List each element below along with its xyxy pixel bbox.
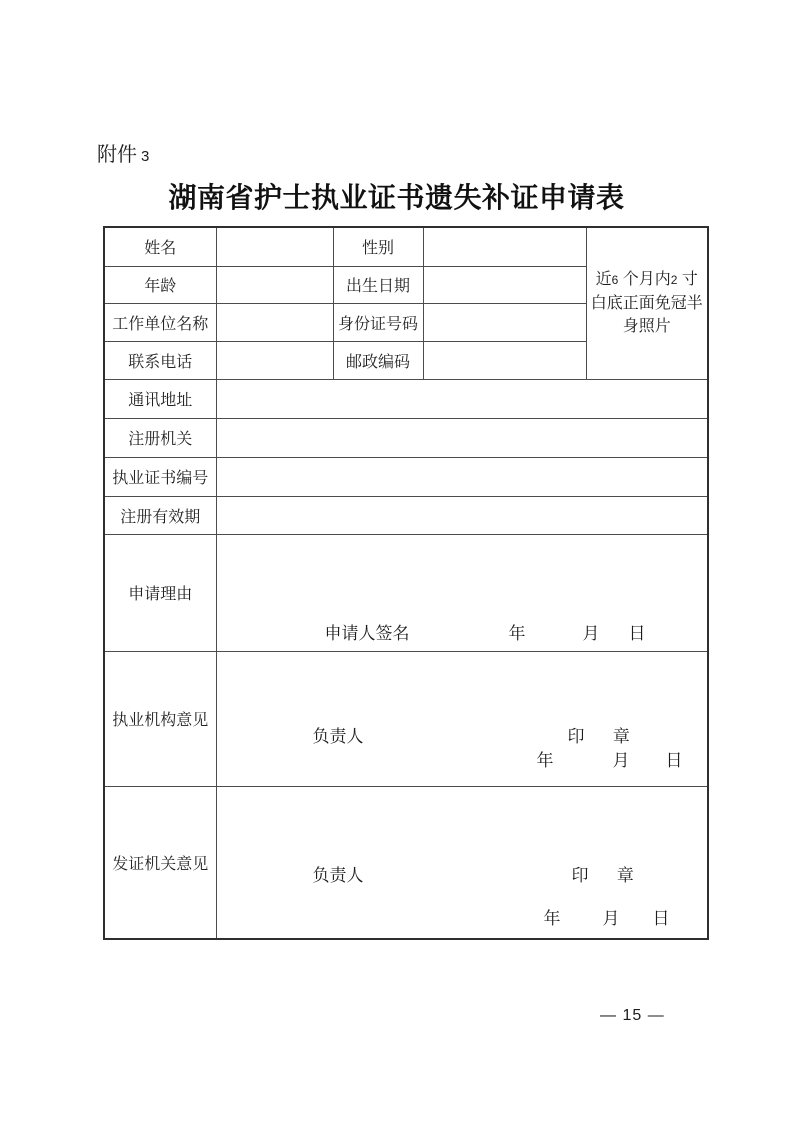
table-row bbox=[104, 457, 708, 496]
field-label-certificate-number: 执业证书编号 bbox=[104, 457, 216, 496]
table-row bbox=[104, 227, 708, 266]
field-label-workunit: 工作单位名称 bbox=[104, 303, 216, 341]
year-label: 年 bbox=[536, 751, 554, 770]
application-form-table bbox=[103, 226, 709, 940]
issuer-opinion-cell bbox=[216, 786, 708, 939]
day-label: 日 bbox=[665, 751, 683, 770]
field-label-registration-validity: 注册有效期 bbox=[104, 496, 216, 534]
field-value-certificate-number bbox=[216, 457, 708, 496]
field-label-address: 通讯地址 bbox=[104, 379, 216, 418]
photo-note-line3: 身照片 bbox=[622, 318, 671, 336]
field-value-postcode bbox=[423, 341, 586, 379]
page-number: — 15 — bbox=[600, 1007, 665, 1024]
field-value-age bbox=[216, 266, 333, 303]
photo-note-line2: 白底正面免冠半 bbox=[590, 295, 703, 313]
institution-opinion-cell bbox=[216, 651, 708, 786]
field-label-institution-opinion: 执业机构意见 bbox=[104, 651, 216, 786]
photo-note-digit: 6 bbox=[611, 273, 619, 288]
field-value-phone bbox=[216, 341, 333, 379]
day-label: 日 bbox=[628, 624, 646, 643]
application-reason-cell bbox=[216, 534, 708, 651]
field-label-postcode: 邮政编码 bbox=[333, 341, 423, 379]
field-value-name bbox=[216, 227, 333, 266]
field-value-registration-validity bbox=[216, 496, 708, 534]
field-value-birthdate bbox=[423, 266, 586, 303]
table-row-institution-opinion bbox=[104, 651, 708, 786]
month-label: 月 bbox=[612, 751, 630, 770]
institution-opinion-content bbox=[217, 652, 708, 785]
table-row bbox=[104, 379, 708, 418]
field-label-gender: 性别 bbox=[333, 227, 423, 266]
photo-note-text: 寸 bbox=[677, 271, 698, 289]
field-label-idnumber: 身份证号码 bbox=[333, 303, 423, 341]
year-label: 年 bbox=[508, 624, 526, 643]
field-label-age: 年龄 bbox=[104, 266, 216, 303]
field-value-address bbox=[216, 379, 708, 418]
table-row-issuer-opinion bbox=[104, 786, 708, 939]
attachment-number: 3 bbox=[141, 148, 150, 165]
photo-note-text: 近 bbox=[595, 271, 612, 289]
field-label-issuer-opinion: 发证机关意见 bbox=[104, 786, 216, 939]
table-row bbox=[104, 496, 708, 534]
photo-note-text: 个月内 bbox=[618, 271, 671, 289]
responsible-person-label: 负责人 bbox=[312, 727, 364, 746]
photo-instruction-cell bbox=[586, 227, 708, 379]
field-value-idnumber bbox=[423, 303, 586, 341]
seal-label: 印 章 bbox=[571, 865, 634, 885]
field-label-phone: 联系电话 bbox=[104, 341, 216, 379]
field-value-gender bbox=[423, 227, 586, 266]
application-reason-content bbox=[217, 535, 708, 650]
responsible-person-label: 负责人 bbox=[312, 865, 364, 885]
attachment-label bbox=[97, 138, 149, 167]
field-value-workunit bbox=[216, 303, 333, 341]
field-value-registration-authority bbox=[216, 418, 708, 457]
photo-note-line1 bbox=[587, 268, 708, 292]
month-label: 月 bbox=[582, 624, 600, 643]
photo-note-digit: 2 bbox=[670, 273, 678, 288]
field-label-registration-authority: 注册机关 bbox=[104, 418, 216, 457]
attachment-text: 附件 bbox=[97, 144, 137, 166]
month-label: 月 bbox=[602, 908, 620, 928]
field-label-name: 姓名 bbox=[104, 227, 216, 266]
table-row-application-reason bbox=[104, 534, 708, 651]
issuer-opinion-content bbox=[217, 787, 708, 938]
page-title: 湖南省护士执业证书遗失补证申请表 bbox=[168, 182, 625, 213]
field-label-application-reason: 申请理由 bbox=[104, 534, 216, 651]
applicant-signature-label: 申请人签名 bbox=[324, 624, 410, 643]
field-label-birthdate: 出生日期 bbox=[333, 266, 423, 303]
day-label: 日 bbox=[652, 908, 670, 928]
seal-label: 印 章 bbox=[567, 727, 630, 746]
table-row bbox=[104, 418, 708, 457]
year-label: 年 bbox=[543, 908, 561, 928]
